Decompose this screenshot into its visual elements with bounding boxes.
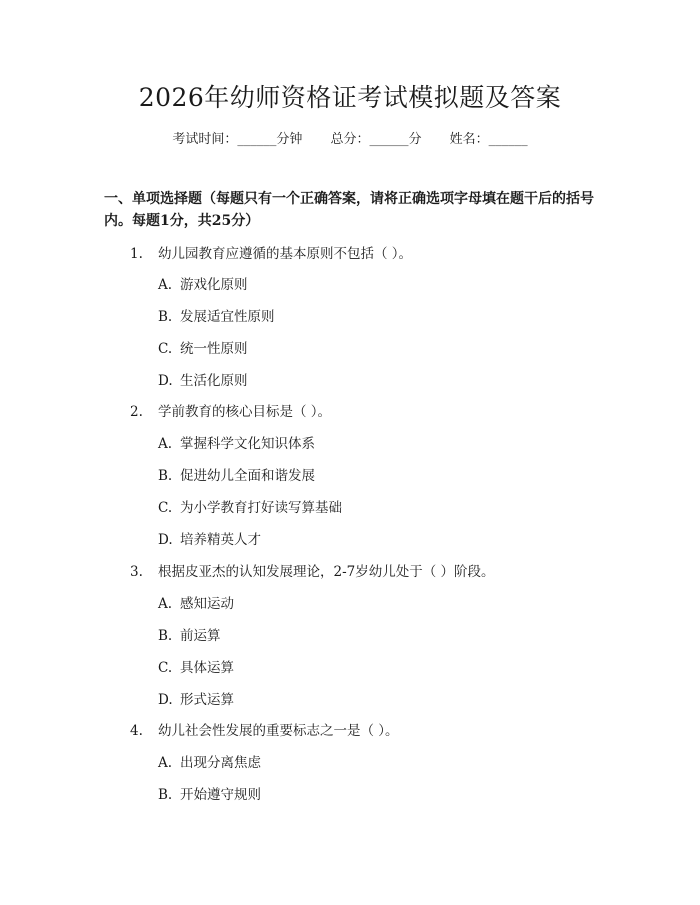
question-2-option-d — [158, 530, 261, 550]
option-text: 开始遵守规则 — [180, 787, 261, 803]
question-1-option-b — [158, 307, 275, 327]
total-score-field: 总分：______分 — [330, 132, 422, 147]
question-2 — [130, 402, 331, 422]
question-text: 幼儿园教育应遵循的基本原则不包括（ ）。 — [158, 246, 413, 262]
option-letter: B. — [158, 468, 173, 484]
option-text: 发展适宜性原则 — [180, 309, 275, 325]
question-number: 1. — [130, 246, 143, 262]
exam-time-field: 考试时间：______分钟 — [172, 132, 303, 147]
question-1-option-d — [158, 371, 248, 391]
question-4 — [130, 721, 399, 741]
question-text: 幼儿社会性发展的重要标志之一是（ ）。 — [158, 723, 399, 739]
option-text: 出现分离焦虑 — [180, 755, 261, 771]
option-text: 感知运动 — [180, 596, 234, 612]
option-text: 生活化原则 — [180, 373, 248, 389]
option-letter: D. — [158, 532, 173, 548]
question-number: 4. — [130, 723, 143, 739]
question-3 — [130, 562, 495, 582]
option-text: 统一性原则 — [180, 341, 248, 357]
question-text: 根据皮亚杰的认知发展理论，2-7岁幼儿处于（ ）阶段。 — [158, 564, 495, 580]
option-letter: B. — [158, 309, 173, 325]
option-text: 具体运算 — [180, 660, 234, 676]
option-letter: C. — [158, 341, 173, 357]
option-text: 形式运算 — [180, 692, 234, 708]
question-2-option-a — [158, 434, 315, 454]
option-letter: C. — [158, 500, 173, 516]
question-number: 2. — [130, 404, 143, 420]
question-text: 学前教育的核心目标是（ ）。 — [158, 404, 332, 420]
option-letter: D. — [158, 692, 173, 708]
exam-meta — [0, 130, 700, 150]
option-text: 为小学教育打好读写算基础 — [180, 500, 342, 516]
option-letter: A. — [158, 596, 173, 612]
option-text: 掌握科学文化知识体系 — [180, 436, 315, 452]
option-text: 促进幼儿全面和谐发展 — [180, 468, 315, 484]
option-text: 游戏化原则 — [180, 277, 248, 293]
question-1-option-c — [158, 339, 248, 359]
question-3-option-b — [158, 626, 221, 646]
question-2-option-b — [158, 466, 315, 486]
option-letter: B. — [158, 787, 173, 803]
option-text: 培养精英人才 — [180, 532, 261, 548]
student-name-field: 姓名：______ — [449, 132, 528, 147]
option-letter: A. — [158, 755, 173, 771]
option-letter: A. — [158, 277, 173, 293]
option-text: 前运算 — [180, 628, 221, 644]
question-3-option-d — [158, 690, 234, 710]
question-3-option-a — [158, 594, 234, 614]
page-title: 2026年幼师资格证考试模拟题及答案 — [138, 83, 562, 112]
question-number: 3. — [130, 564, 143, 580]
question-4-option-a — [158, 753, 261, 773]
option-letter: B. — [158, 628, 173, 644]
option-letter: C. — [158, 660, 173, 676]
section-heading: 一、单项选择题（每题只有一个正确答案，请将正确选项字母填在题干后的括号内。每题1分，共25分） — [104, 191, 594, 229]
question-2-option-c — [158, 498, 342, 518]
option-letter: A. — [158, 436, 173, 452]
option-letter: D. — [158, 373, 173, 389]
question-1 — [130, 244, 412, 264]
question-1-option-a — [158, 275, 248, 295]
question-4-option-b — [158, 785, 261, 805]
question-3-option-c — [158, 658, 234, 678]
